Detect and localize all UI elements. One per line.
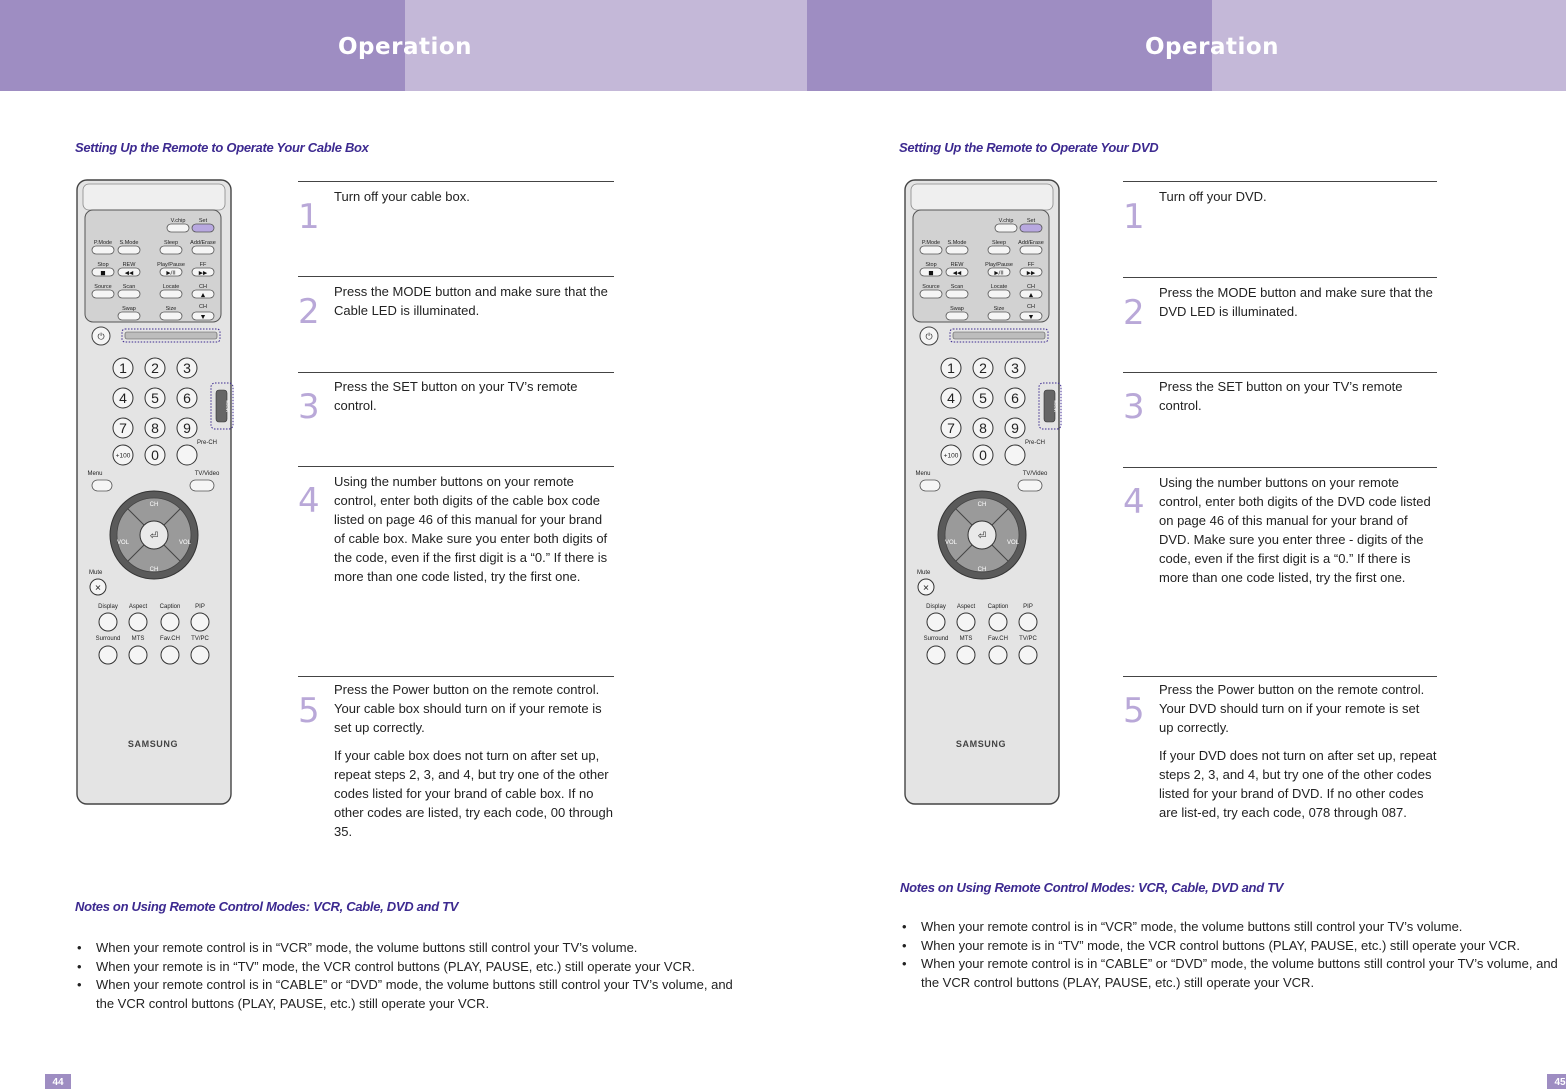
remote-button-label: CH <box>199 284 207 290</box>
remote-top-cap <box>83 184 225 210</box>
remote-button <box>160 246 182 254</box>
up-arrow-icon: ▲ <box>1028 292 1034 299</box>
remote-control-illustration <box>903 178 1063 806</box>
mute-icon: ✕ <box>94 583 102 593</box>
remote-button <box>920 290 942 298</box>
function-button <box>989 613 1007 631</box>
remote-button <box>988 290 1010 298</box>
remote-button-label: P.Mode <box>921 240 941 246</box>
notes-title: Notes on Using Remote Control Modes: VCR, Cable, DVD and TV <box>900 880 1284 895</box>
vol-up-label: VOL <box>1006 540 1020 546</box>
digit-label: 7 <box>947 420 955 436</box>
remote-control-illustration <box>75 178 235 806</box>
page-right <box>807 0 1566 1089</box>
remote-button-label: PIP <box>195 604 205 610</box>
remote-button-label: Set <box>198 218 208 224</box>
remote-button-label: Menu <box>915 471 931 477</box>
function-button <box>129 646 147 664</box>
step-number: 5 <box>298 691 320 731</box>
remote-button-label: Surround <box>923 636 949 642</box>
remote-button-label: MTS <box>131 636 145 642</box>
step-text: Press the MODE button and make sure that the Cable LED is illuminated. <box>334 284 608 318</box>
ch-down-label: CH <box>149 567 159 573</box>
set-button <box>192 224 214 232</box>
remote-button-label: Surround <box>95 636 121 642</box>
transport-icon: ▶/II <box>166 270 176 277</box>
step-number: 3 <box>1123 387 1145 427</box>
remote-button <box>118 246 140 254</box>
note-item: • When your remote control is in “CABLE” or “DVD” mode, the volume buttons still control your TV’s volume, and the VCR control buttons (PLAY, PAUSE, etc.) still operate your VCR. <box>75 976 745 1013</box>
remote-button-label: CH <box>1027 304 1035 310</box>
remote-button-label: V.chip <box>170 218 186 224</box>
step-number: 2 <box>1123 293 1145 333</box>
remote-button <box>160 290 182 298</box>
remote-button-label: Set <box>1026 218 1036 224</box>
step-5 <box>298 676 614 866</box>
remote-button-label: Locate <box>162 284 180 290</box>
transport-icon: ■ <box>100 270 106 277</box>
remote-button <box>946 290 968 298</box>
remote-button-label: Pre-CH <box>196 440 218 446</box>
remote-button-label: Sleep <box>991 240 1007 246</box>
remote-button-label: Swap <box>950 306 964 312</box>
remote-button-label: Caption <box>987 604 1009 610</box>
remote-button <box>1020 246 1042 254</box>
digit-label: 8 <box>979 420 987 436</box>
note-item: • When your remote is in “TV” mode, the VCR control buttons (PLAY, PAUSE, etc.) still operate your VCR. <box>75 958 745 977</box>
step-text: Press the MODE button and make sure that the DVD LED is illuminated. <box>1159 285 1433 319</box>
remote-button <box>92 290 114 298</box>
step-1 <box>1123 181 1437 277</box>
ch-up-label: CH <box>977 502 987 508</box>
remote-button-label: TV/PC <box>191 636 209 642</box>
remote-button-label: P.Mode <box>93 240 113 246</box>
transport-icon: ■ <box>928 270 934 277</box>
remote-button-label: Stop <box>925 262 937 268</box>
function-button <box>191 646 209 664</box>
digit-label: 9 <box>1011 420 1019 436</box>
function-button <box>957 613 975 631</box>
remote-top-cap <box>911 184 1053 210</box>
pre-ch-button <box>1005 445 1025 465</box>
function-button <box>1019 646 1037 664</box>
remote-button <box>92 246 114 254</box>
power-icon: ⏻ <box>97 332 105 343</box>
step-number: 4 <box>1123 482 1145 522</box>
page-header-title: Operation <box>338 34 473 60</box>
transport-icon: ◀◀ <box>952 270 962 277</box>
step-text: Using the number buttons on your remote control, enter both digits of the DVD code listed on page 46 of this manual for your brand of DVD. Make sure you enter three - digits of the code, even if the first digit is a “0.” If there is more than one code listed, try the first one. <box>1159 475 1431 585</box>
page-number: 45 <box>1547 1074 1566 1089</box>
remote-button-label: CH <box>199 304 207 310</box>
remote-button <box>946 312 968 320</box>
plus100-label: +100 <box>115 452 131 460</box>
function-button <box>927 646 945 664</box>
transport-icon: ▶▶ <box>198 270 208 277</box>
remote-button <box>988 312 1010 320</box>
note-item: • When your remote control is in “VCR” mode, the volume buttons still control your TV’s volume. <box>75 939 745 958</box>
transport-icon: ▶/II <box>994 270 1004 277</box>
digit-label: 1 <box>947 360 955 376</box>
digit-label: 3 <box>1011 360 1019 376</box>
ch-up-label: CH <box>149 502 159 508</box>
digit-label: 0 <box>979 447 987 463</box>
remote-button-label: Mute <box>917 570 931 576</box>
tv-video-button <box>190 480 214 491</box>
remote-button-label: TV/PC <box>1019 636 1037 642</box>
step-2 <box>298 276 614 372</box>
vol-down-label: VOL <box>116 540 130 546</box>
step-number: 1 <box>298 197 320 237</box>
digit-label: 3 <box>183 360 191 376</box>
ch-down-label: CH <box>977 567 987 573</box>
vchip-button <box>995 224 1017 232</box>
remote-button <box>118 312 140 320</box>
transport-icon: ◀◀ <box>124 270 134 277</box>
function-button <box>989 646 1007 664</box>
plus100-label: +100 <box>943 452 959 460</box>
function-button <box>957 646 975 664</box>
section-title: Setting Up the Remote to Operate Your Cable Box <box>75 140 369 155</box>
step-number: 2 <box>298 292 320 332</box>
digit-label: 4 <box>119 390 127 406</box>
note-item: • When your remote is in “TV” mode, the VCR control buttons (PLAY, PAUSE, etc.) still operate your VCR. <box>900 937 1564 956</box>
remote-button-label: V.chip <box>998 218 1014 224</box>
digit-label: 1 <box>119 360 127 376</box>
remote-button-label: TV/Video <box>194 471 220 477</box>
step-text: Press the Power button on the remote control. Your DVD should turn on if your remote is set up correctly. <box>1159 682 1425 735</box>
remote-button-label: Scan <box>122 284 136 290</box>
function-button <box>99 613 117 631</box>
remote-button-label: Caption <box>159 604 181 610</box>
page-number: 44 <box>45 1074 71 1089</box>
note-item: • When your remote control is in “CABLE” or “DVD” mode, the volume buttons still control your TV’s volume, and the VCR control buttons (PLAY, PAUSE, etc.) still operate your VCR. <box>900 955 1564 992</box>
digit-label: 2 <box>979 360 987 376</box>
step-text: If your DVD does not turn on after set up, repeat steps 2, 3, and 4, but try one of the other codes listed for your brand of DVD. If no other codes are list-ed, try each code, 078 through 087. <box>1159 748 1437 820</box>
function-button <box>161 613 179 631</box>
transport-icon: ▶▶ <box>1026 270 1036 277</box>
page-header-title: Operation <box>1145 34 1280 60</box>
remote-button-label: Pre-CH <box>1024 440 1046 446</box>
function-button <box>191 613 209 631</box>
samsung-logo: SAMSUNG <box>127 739 179 749</box>
step-4 <box>1123 467 1437 676</box>
function-button <box>161 646 179 664</box>
digit-label: 9 <box>183 420 191 436</box>
remote-button <box>946 246 968 254</box>
menu-button <box>920 480 940 491</box>
mode-led-strip <box>953 332 1045 339</box>
remote-button-label: Display <box>926 604 946 610</box>
remote-button-label: Sleep <box>163 240 179 246</box>
step-text: Turn off your cable box. <box>334 189 470 204</box>
digit-label: 6 <box>183 390 191 406</box>
remote-button-label: Aspect <box>128 604 148 610</box>
remote-button-label: REW <box>122 262 136 268</box>
function-button <box>1019 613 1037 631</box>
vol-up-label: VOL <box>178 540 192 546</box>
remote-button-label: CH <box>1027 284 1035 290</box>
remote-button-label: Size <box>993 306 1005 312</box>
remote-button-label: PIP <box>1023 604 1033 610</box>
remote-button-label: Swap <box>122 306 136 312</box>
remote-button-label: Play/Pause <box>157 262 185 268</box>
step-text: Press the Power button on the remote control. Your cable box should turn on if your remote is set up correctly. <box>334 682 602 735</box>
remote-button-label: Menu <box>87 471 103 477</box>
mode-led-strip <box>125 332 217 339</box>
notes-list <box>900 918 1564 992</box>
step-5 <box>1123 676 1437 856</box>
notes-title: Notes on Using Remote Control Modes: VCR, Cable, DVD and TV <box>75 899 459 914</box>
remote-button-label: Scan <box>950 284 964 290</box>
power-icon: ⏻ <box>925 332 933 343</box>
step-number: 5 <box>1123 691 1145 731</box>
remote-button <box>920 246 942 254</box>
notes-list <box>75 939 745 1013</box>
digit-label: 4 <box>947 390 955 406</box>
remote-button-label: Size <box>165 306 177 312</box>
digit-label: 6 <box>1011 390 1019 406</box>
step-3 <box>298 372 614 466</box>
remote-button <box>118 290 140 298</box>
function-button <box>129 613 147 631</box>
enter-icon: ⏎ <box>977 531 987 542</box>
remote-button-label: MTS <box>959 636 973 642</box>
remote-button-label: Source <box>94 284 112 290</box>
remote-button-label: Play/Pause <box>985 262 1013 268</box>
digit-label: 2 <box>151 360 159 376</box>
step-text: Press the SET button on your TV’s remote control. <box>1159 379 1403 413</box>
remote-button-label: Stop <box>97 262 109 268</box>
digit-label: 7 <box>119 420 127 436</box>
remote-button-label: TV/Video <box>1022 471 1048 477</box>
step-number: 4 <box>298 481 320 521</box>
down-arrow-icon: ▼ <box>1028 314 1034 321</box>
step-3 <box>1123 372 1437 467</box>
mode-label: MODE <box>224 400 230 412</box>
digit-label: 0 <box>151 447 159 463</box>
mute-icon: ✕ <box>922 583 930 593</box>
header-banner <box>807 0 1566 91</box>
digit-label: 5 <box>979 390 987 406</box>
digit-label: 8 <box>151 420 159 436</box>
step-2 <box>1123 277 1437 372</box>
remote-button-label: Display <box>98 604 118 610</box>
step-text: Turn off your DVD. <box>1159 189 1267 204</box>
vol-down-label: VOL <box>944 540 958 546</box>
remote-button-label: REW <box>950 262 964 268</box>
tv-video-button <box>1018 480 1042 491</box>
step-number: 3 <box>298 387 320 427</box>
remote-button-label: Add/Erase <box>190 240 216 246</box>
down-arrow-icon: ▼ <box>200 314 206 321</box>
remote-button <box>988 246 1010 254</box>
remote-button <box>160 312 182 320</box>
remote-button-label: S.Mode <box>119 240 139 246</box>
step-1 <box>298 181 614 276</box>
step-text: Using the number buttons on your remote control, enter both digits of the cable box code listed on page 46 of this manual for your brand of cable box. Make sure you enter both digits of the code, even if the first digit is a “0.” If there is more than one code listed, try the first one. <box>334 474 608 584</box>
step-number: 1 <box>1123 197 1145 237</box>
header-banner <box>0 0 807 91</box>
up-arrow-icon: ▲ <box>200 292 206 299</box>
remote-button-label: Aspect <box>956 604 976 610</box>
pre-ch-button <box>177 445 197 465</box>
section-title: Setting Up the Remote to Operate Your DVD <box>899 140 1159 155</box>
digit-label: 5 <box>151 390 159 406</box>
remote-button <box>192 246 214 254</box>
remote-button-label: FF <box>199 262 207 268</box>
function-button <box>927 613 945 631</box>
function-button <box>99 646 117 664</box>
remote-button-label: Mute <box>89 570 103 576</box>
remote-button-label: Fav.CH <box>988 636 1008 642</box>
enter-icon: ⏎ <box>149 531 159 542</box>
step-text: If your cable box does not turn on after set up, repeat steps 2, 3, and 4, but try one of the other codes listed for your brand of cable box. If no other codes are listed, try each code, 00 through 35. <box>334 748 613 839</box>
step-text: Press the SET button on your TV’s remote control. <box>334 379 578 413</box>
menu-button <box>92 480 112 491</box>
remote-button-label: Source <box>922 284 940 290</box>
remote-button-label: Add/Erase <box>1018 240 1044 246</box>
remote-button-label: Fav.CH <box>160 636 180 642</box>
remote-button-label: FF <box>1027 262 1035 268</box>
mode-label: MODE <box>1052 400 1058 412</box>
note-item: • When your remote control is in “VCR” mode, the volume buttons still control your TV’s volume. <box>900 918 1564 937</box>
vchip-button <box>167 224 189 232</box>
remote-button-label: Locate <box>990 284 1008 290</box>
remote-button-label: S.Mode <box>947 240 967 246</box>
step-4 <box>298 466 614 676</box>
set-button <box>1020 224 1042 232</box>
samsung-logo: SAMSUNG <box>955 739 1007 749</box>
